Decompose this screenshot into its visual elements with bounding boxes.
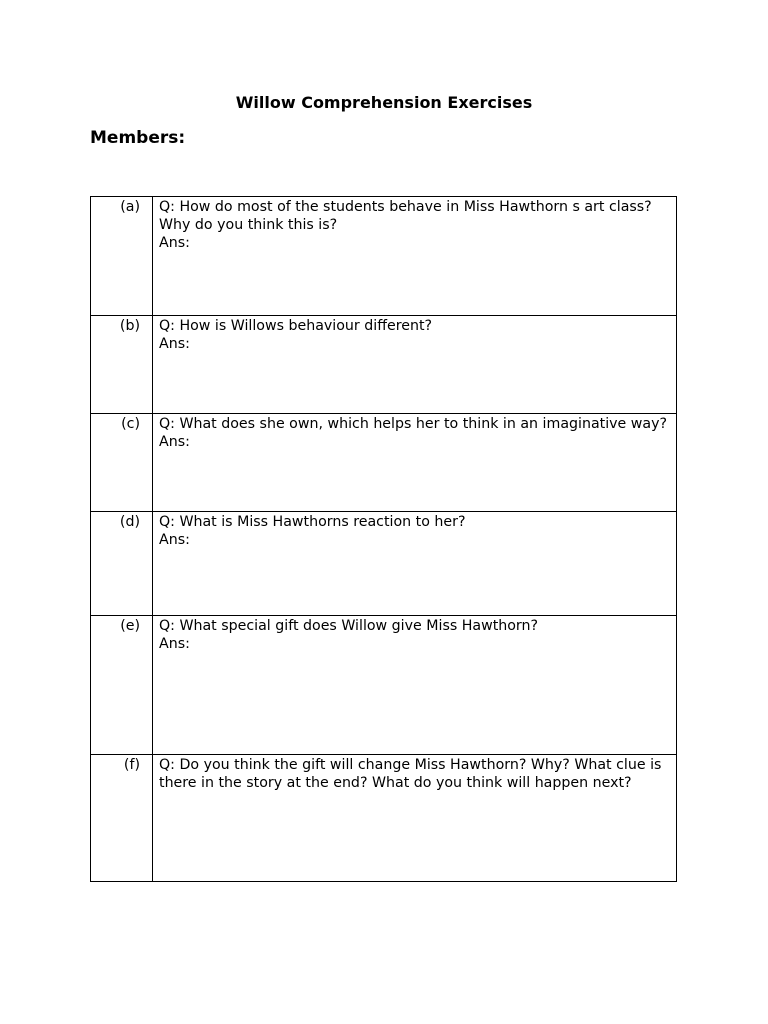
table-row xyxy=(91,316,677,414)
row-label: (d) xyxy=(91,512,153,616)
answer-label: Ans: xyxy=(159,434,190,450)
answer-label: Ans: xyxy=(159,336,190,352)
table-row xyxy=(91,616,677,755)
question-cell[interactable] xyxy=(153,755,677,882)
answer-label: Ans: xyxy=(159,636,190,652)
question-text: Q: What special gift does Willow give Miss Hawthorn? xyxy=(159,618,539,634)
table-row xyxy=(91,512,677,616)
question-cell[interactable] xyxy=(153,616,677,755)
table-row xyxy=(91,197,677,316)
question-text: Q: How is Willows behaviour different? xyxy=(159,318,433,334)
row-label: (c) xyxy=(91,414,153,512)
members-label: Members: xyxy=(90,128,186,148)
question-cell[interactable] xyxy=(153,316,677,414)
table-row xyxy=(91,414,677,512)
page-title: Willow Comprehension Exercises xyxy=(235,93,533,112)
table-row xyxy=(91,755,677,882)
questions-table xyxy=(90,196,677,882)
row-label: (f) xyxy=(91,755,153,882)
question-text: Q: What does she own, which helps her to think in an imaginative way? xyxy=(159,416,668,432)
question-text: Q: Do you think the gift will change Miss Hawthorn? Why? What clue is there in the story at the end? What do you think will happen next? xyxy=(159,757,662,791)
question-cell[interactable] xyxy=(153,414,677,512)
row-label: (a) xyxy=(91,197,153,316)
row-label: (e) xyxy=(91,616,153,755)
row-label: (b) xyxy=(91,316,153,414)
answer-label: Ans: xyxy=(159,532,190,548)
question-text: Q: How do most of the students behave in Miss Hawthorn s art class? Why do you think this is? xyxy=(159,199,652,233)
answer-label: Ans: xyxy=(159,235,190,251)
question-cell[interactable] xyxy=(153,197,677,316)
question-text: Q: What is Miss Hawthorns reaction to her? xyxy=(159,514,466,530)
question-cell[interactable] xyxy=(153,512,677,616)
